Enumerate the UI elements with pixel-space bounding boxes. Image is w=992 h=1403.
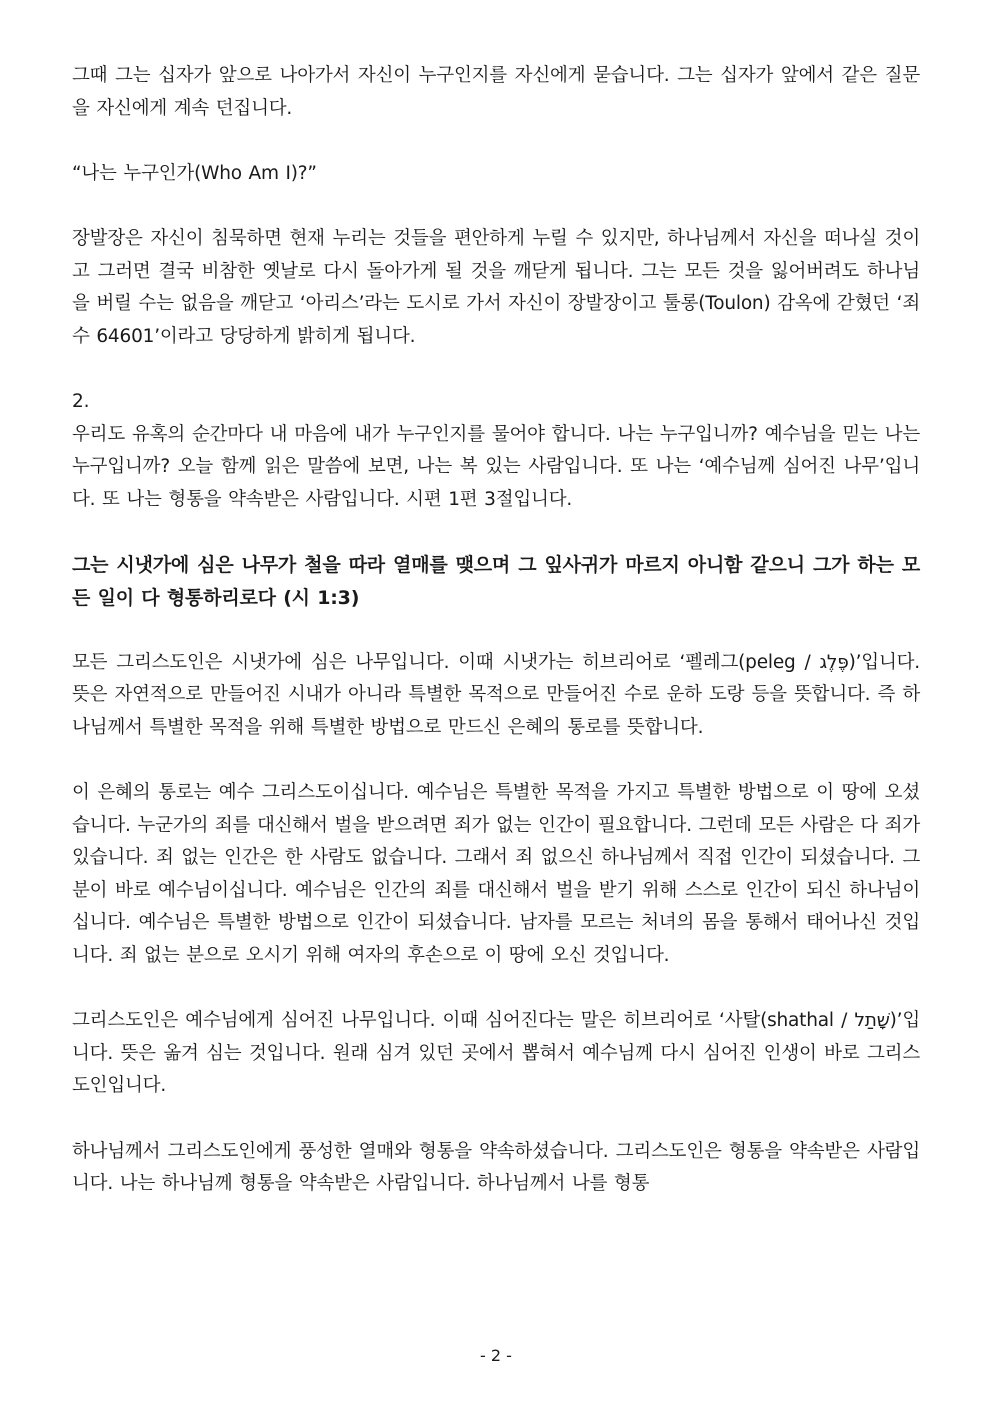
paragraph-who-am-i: 우리도 유혹의 순간마다 내 마음에 내가 누구인지를 물어야 합니다. 나는 누구입니까? 예수님을 믿는 나는 누구입니까? 오늘 함께 읽은 말씀에 보면, 나는 복 있는 사람입니다. 또 나는 ‘예수님께 심어진 나무’입니다. 또 나는 형통을 약속받은 사람입니다. 시편 1편 3절입니다.	[72, 423, 920, 510]
paragraph-channel-of-grace: 이 은혜의 통로는 예수 그리스도이십니다. 예수님은 특별한 목적을 가지고 특별한 방법으로 이 땅에 오셨습니다. 누군가의 죄를 대신해서 벌을 받으려면 죄가 없는 인간이 필요합니다. 그런데 모든 사람은 다 죄가 있습니다. 죄 없는 인간은 한 사람도 없습니다. 그래서 죄 없으신 하나님께서 직접 인간이 되셨습니다. 그분이 바로 예수님이십니다. 예수님은 인간의 죄를 대신해서 벌을 받기 위해 스스로 인간이 되신 하나님이십니다. 예수님은 특별한 방법으로 인간이 되셨습니다. 남자를 모르는 처녀의 몸을 통해서 태어나신 것입니다. 죄 없는 분으로 오시기 위해 여자의 후손으로 이 땅에 오신 것입니다.	[72, 782, 920, 967]
paragraph-peleg: 모든 그리스도인은 시냇가에 심은 나무입니다. 이때 시냇가는 히브리어로 ‘펠레그(peleg / פֶּלֶג)’입니다. 뜻은 자연적으로 만들어진 시내가 아니라 특별한 목적으로 만들어진 수로 운하 도랑 등을 뜻합니다. 즉 하나님께서 특별한 목적을 위해 특별한 방법으로 만드신 은혜의 통로를 뜻합니다.	[72, 651, 920, 738]
quote-who-am-i: “나는 누구인가(Who Am I)?”	[72, 162, 317, 184]
paragraph-jean-valjean: 장발장은 자신이 침묵하면 현재 누리는 것들을 편안하게 누릴 수 있지만, 하나님께서 자신을 떠나실 것이고 그러면 결국 비참한 옛날로 다시 돌아가게 될 것을 깨닫게 됩니다. 그는 모든 것을 잃어버려도 하나님을 버릴 수는 없음을 깨닫고 ‘아리스’라는 도시로 가서 자신이 장발장이고 툴롱(Toulon) 감옥에 갇혔던 ‘죄수 64601’이라고 당당하게 밝히게 됩니다.	[72, 227, 920, 347]
scripture-psalm-1-3: 그는 시냇가에 심은 나무가 철을 따라 열매를 맺으며 그 잎사귀가 마르지 아니함 같으니 그가 하는 모든 일이 다 형통하리로다 (시 1:3)	[72, 553, 920, 609]
paragraph-cross-question: 그때 그는 십자가 앞으로 나아가서 자신이 누구인지를 자신에게 묻습니다. 그는 십자가 앞에서 같은 질문을 자신에게 계속 던집니다.	[72, 65, 920, 119]
paragraph-shathal: 그리스도인은 예수님에게 심어진 나무입니다. 이때 심어진다는 말은 히브리어로 ‘사탈(shathal / שָׁתַל)’입니다. 뜻은 옮겨 심는 것입니다. 원래 심겨 있던 곳에서 뽑혀서 예수님께 다시 심어진 인생이 바로 그리스도인입니다.	[72, 1010, 920, 1097]
page-number: - 2 -	[480, 1346, 512, 1365]
paragraph-prosperity: 하나님께서 그리스도인에게 풍성한 열매와 형통을 약속하셨습니다. 그리스도인은 형통을 약속받은 사람입니다. 나는 하나님께 형통을 약속받은 사람입니다. 하나님께서 나를 형통	[72, 1140, 920, 1195]
section-number: 2.	[72, 390, 90, 412]
